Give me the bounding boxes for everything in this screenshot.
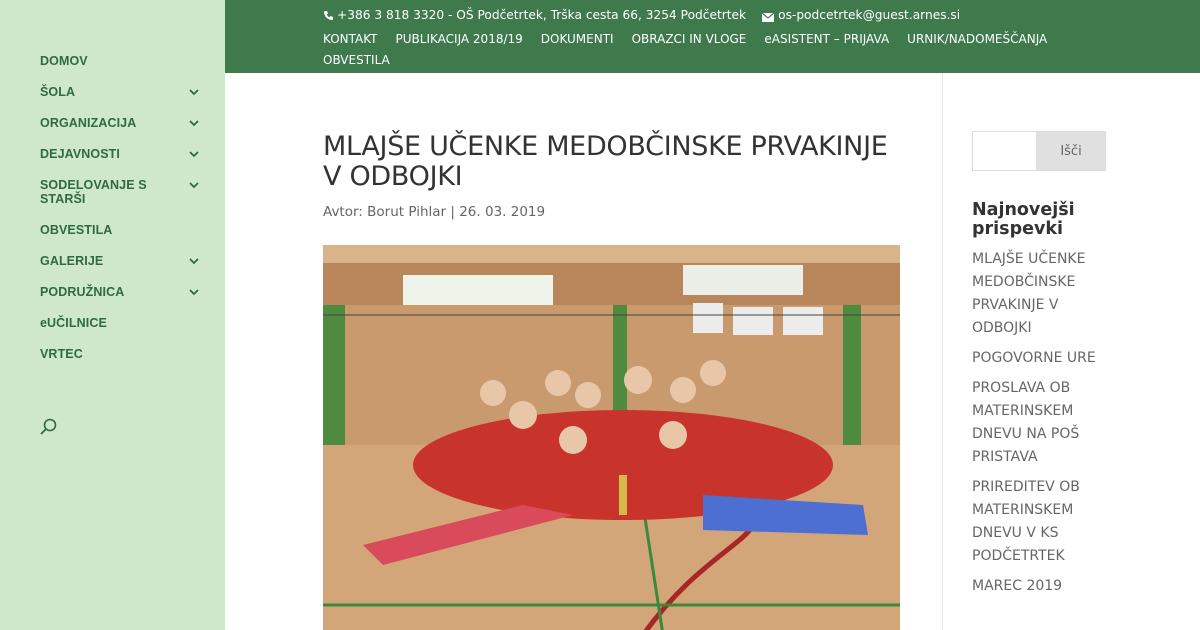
sidebar-item-organizacija[interactable] [40, 116, 210, 130]
top-menu [323, 29, 1083, 71]
top-menu-item-publikacija[interactable]: PUBLIKACIJA 2018/19 [395, 32, 523, 46]
sidebar-item-label[interactable]: DOMOV [40, 54, 88, 68]
phone-address-text: +386 3 818 3320 - OŠ Podčetrtek, Trška cesta 66, 3254 Podčetrtek [337, 8, 747, 22]
top-menu-item-urnik[interactable]: URNIK/NADOMEŠČANJA [907, 32, 1048, 46]
main-content [323, 73, 903, 220]
post-featured-image[interactable] [323, 245, 900, 630]
recent-post-link[interactable]: POGOVORNE URE [972, 350, 1096, 366]
sidebar-item-sodelovanje[interactable] [40, 178, 210, 206]
meta-separator: | [446, 204, 460, 220]
top-menu-item-obvestila[interactable]: OBVESTILA [323, 53, 390, 67]
sidebar-item-label[interactable]: eUČILNICE [40, 316, 107, 330]
author-prefix: Avtor: [323, 204, 368, 220]
contact-line [323, 8, 960, 22]
list-item [972, 347, 1102, 370]
recent-posts-list [972, 248, 1102, 605]
search-widget [972, 131, 1106, 171]
top-menu-item-kontakt[interactable]: KONTAKT [323, 32, 378, 46]
phone-icon [323, 10, 334, 21]
sidebar-item-label[interactable]: GALERIJE [40, 254, 104, 268]
chevron-down-icon[interactable] [186, 116, 202, 130]
content-divider [942, 73, 943, 630]
search-icon[interactable] [39, 417, 59, 437]
list-item [972, 377, 1102, 469]
recent-post-link[interactable]: MLAJŠE UČENKE MEDOBČINSKE PRVAKINJE V ODBOJKI [972, 251, 1086, 336]
left-sidebar [0, 0, 225, 630]
sidebar-item-label[interactable]: ORGANIZACIJA [40, 116, 137, 130]
recent-post-link[interactable]: PRIREDITEV OB MATERINSKEM DNEVU V KS PODČETRTEK [972, 479, 1080, 564]
recent-post-link[interactable]: PROSLAVA OB MATERINSKEM DNEVU NA POŠ PRISTAVA [972, 380, 1080, 465]
sidebar-item-vrtec[interactable] [40, 347, 210, 361]
chevron-down-icon[interactable] [186, 285, 202, 299]
sidebar-item-dejavnosti[interactable] [40, 147, 210, 161]
mail-icon [762, 11, 774, 20]
sidebar-item-galerije[interactable] [40, 254, 210, 268]
chevron-down-icon[interactable] [186, 254, 202, 268]
recent-posts-title: Najnovejši prispevki [972, 200, 1075, 239]
sidebar-item-domov[interactable] [40, 54, 210, 68]
author-link[interactable]: Borut Pihlar [367, 204, 447, 220]
post-title: MLAJŠE UČENKE MEDOBČINSKE PRVAKINJE V ODBOJKI [323, 131, 888, 192]
email-link[interactable]: os-podcetrtek@guest.arnes.si [778, 8, 961, 22]
sidebar-item-label[interactable]: VRTEC [40, 347, 83, 361]
chevron-down-icon[interactable] [186, 147, 202, 161]
list-item [972, 476, 1102, 568]
search-input[interactable] [972, 131, 1036, 171]
chevron-down-icon[interactable] [186, 85, 202, 99]
main-nav [40, 54, 210, 378]
recent-post-link[interactable]: MAREC 2019 [972, 578, 1063, 594]
chevron-down-icon[interactable] [186, 178, 202, 192]
sidebar-item-label[interactable]: PODRUŽNICA [40, 285, 125, 299]
post-meta [323, 204, 903, 220]
top-menu-item-dokumenti[interactable]: DOKUMENTI [540, 32, 614, 46]
list-item [972, 248, 1102, 340]
sidebar-item-sola[interactable] [40, 85, 210, 99]
sidebar-item-label[interactable]: DEJAVNOSTI [40, 147, 120, 161]
top-menu-item-easistent[interactable]: eASISTENT – PRIJAVA [764, 32, 890, 46]
sidebar-item-eucilnice[interactable] [40, 316, 210, 330]
post-date: 26. 03. 2019 [459, 204, 546, 220]
sidebar-item-label[interactable]: OBVESTILA [40, 223, 113, 237]
top-header [225, 0, 1200, 73]
sidebar-item-label[interactable]: SODELOVANJE S STARŠI [40, 178, 147, 206]
list-item [972, 575, 1102, 598]
search-button[interactable]: Išči [1036, 131, 1106, 171]
sidebar-item-podruznica[interactable] [40, 285, 210, 299]
sidebar-item-label[interactable]: ŠOLA [40, 85, 76, 99]
top-menu-item-obrazci[interactable]: OBRAZCI IN VLOGE [631, 32, 747, 46]
sidebar-item-obvestila[interactable] [40, 223, 210, 237]
